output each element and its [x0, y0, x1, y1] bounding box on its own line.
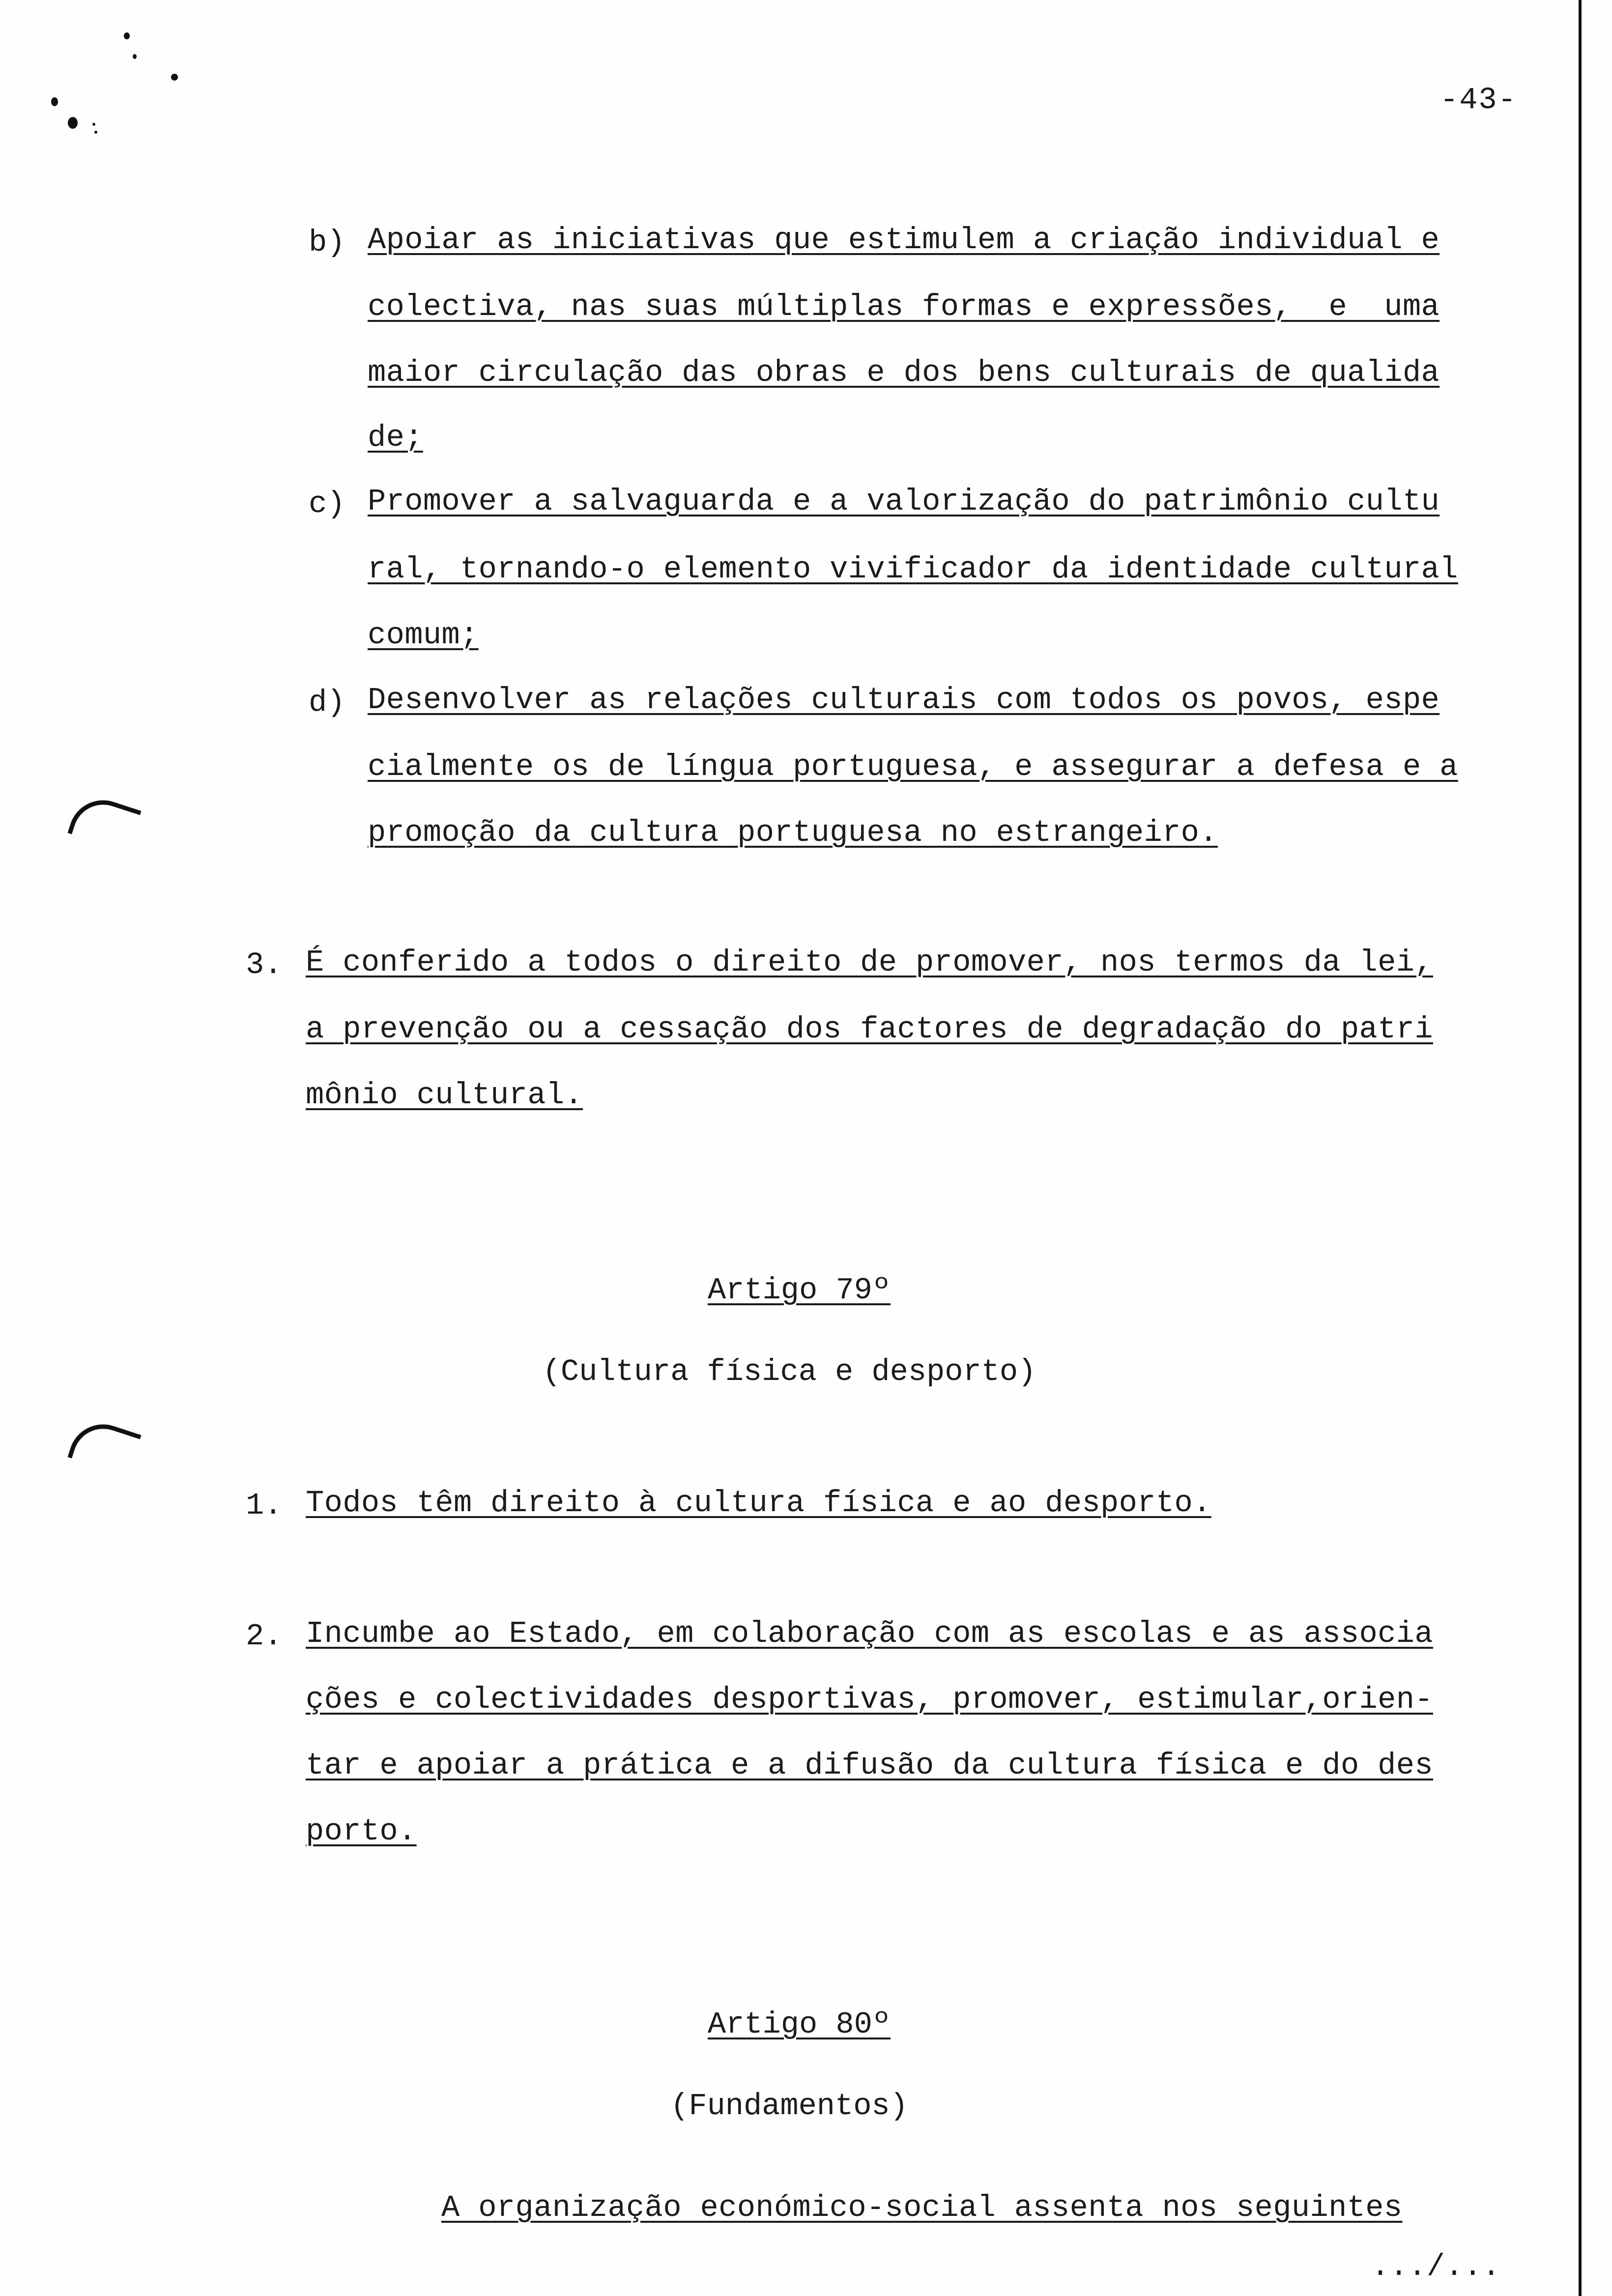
item-3-line: mônio cultural.: [306, 1078, 583, 1113]
item-79-2-line: Incumbe ao Estado, em colaboração com as escolas e as associa: [306, 1616, 1433, 1651]
item-3-line: a prevenção ou a cessação dos factores de degradação do patri: [306, 1012, 1433, 1047]
scan-speck: [171, 74, 178, 81]
artigo-80-subtitle: (Fundamentos): [670, 2089, 908, 2124]
item-d-line: promoção da cultura portuguesa no estrangeiro.: [368, 815, 1218, 850]
binder-hole-mark: [67, 791, 141, 853]
scan-speck: [133, 54, 137, 59]
scan-speck: [51, 97, 58, 106]
item-3-marker: 3.: [246, 947, 283, 982]
item-b-marker: b): [309, 225, 345, 260]
continuation-mark: .../...: [1371, 2249, 1501, 2284]
artigo-79-subtitle: (Cultura física e desporto): [542, 1354, 1036, 1389]
artigo-80-title: Artigo 80º: [707, 2007, 891, 2042]
artigo-79-title: Artigo 79º: [707, 1273, 891, 1308]
scan-speck: [124, 32, 130, 39]
item-d-line: Desenvolver as relações culturais com todos os povos, espe: [368, 683, 1440, 718]
item-3-line: É conferido a todos o direito de promover, nos termos da lei,: [306, 945, 1433, 980]
item-b-line: colectiva, nas suas múltiplas formas e expressões, e uma: [368, 289, 1440, 324]
scan-speck: [94, 131, 97, 134]
item-79-2-marker: 2.: [246, 1619, 283, 1654]
binder-hole-mark: [67, 1415, 141, 1477]
item-79-2-line: porto.: [306, 1814, 417, 1849]
item-b-line: Apoiar as iniciativas que estimulem a criação individual e: [368, 223, 1440, 258]
item-b-line: maior circulação das obras e dos bens culturais de qualida: [368, 355, 1440, 390]
item-c-line: Promover a salvaguarda e a valorização do patrimônio cultu: [368, 484, 1440, 519]
item-c-line: ral, tornando-o elemento vivificador da identidade cultural: [368, 552, 1458, 587]
artigo-80-body: A organização económico-social assenta nos seguintes: [441, 2190, 1403, 2225]
item-c-line: comum;: [368, 618, 479, 653]
item-d-marker: d): [309, 685, 345, 720]
item-79-2-line: ções e colectividades desportivas, promover, estimular,orien-: [306, 1682, 1433, 1717]
item-79-1-line: Todos têm direito à cultura física e ao desporto.: [306, 1486, 1211, 1521]
page-edge-line: [1579, 0, 1582, 2296]
item-b-line: de;: [368, 420, 423, 455]
scan-speck: [68, 117, 78, 129]
item-c-marker: c): [309, 487, 345, 521]
item-79-2-line: tar e apoiar a prática e a difusão da cultura física e do des: [306, 1748, 1433, 1783]
page-number: -43-: [1440, 83, 1517, 117]
scan-speck: [92, 123, 95, 126]
item-79-1-marker: 1.: [246, 1488, 283, 1523]
item-d-line: cialmente os de língua portuguesa, e assegurar a defesa e a: [368, 749, 1458, 784]
